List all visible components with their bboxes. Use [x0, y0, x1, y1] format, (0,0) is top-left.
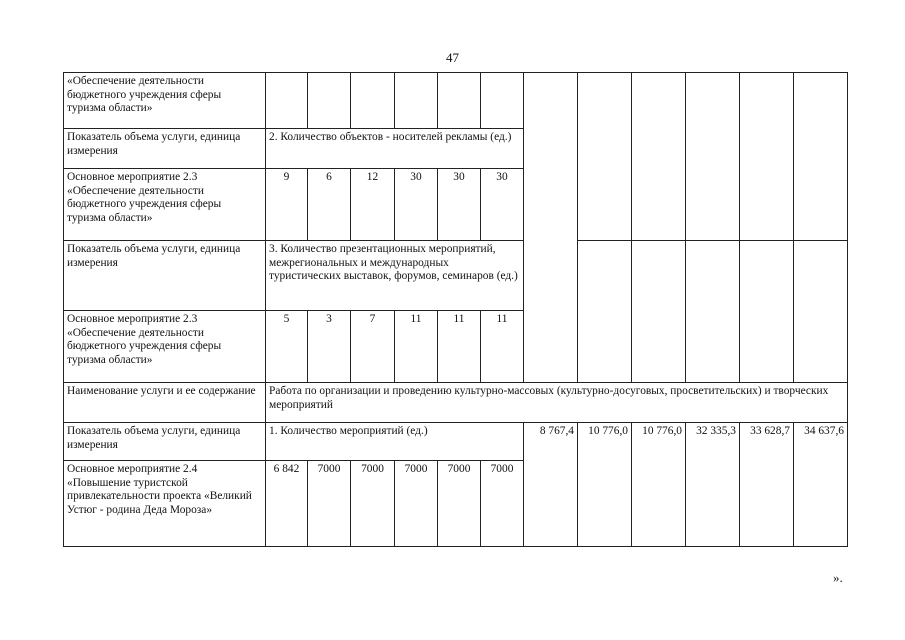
financing-value: 33 628,7: [740, 423, 794, 547]
value-cell: 7: [351, 311, 395, 383]
value-cell: [266, 73, 308, 129]
table-row: [64, 241, 848, 311]
row-label: Показатель объема услуги, единица измерения: [64, 241, 266, 311]
value-cell: 9: [266, 169, 308, 241]
row-label: Основное мероприятие 2.4 «Повышение туристской привлекательности проекта «Великий Устюг - родина Деда Мороза»: [64, 461, 266, 547]
financing-cell: [740, 73, 794, 241]
indicator-cell: 2. Количество объектов - носителей рекламы (ед.): [266, 129, 524, 169]
service-cell: Работа по организации и проведению культурно-массовых (культурно-досуговых, просветительских) и творческих мероприятий: [266, 383, 848, 423]
value-cell: 11: [395, 311, 438, 383]
row-label: Основное мероприятие 2.3 «Обеспечение деятельности бюджетного учреждения сферы туризма области»: [64, 169, 266, 241]
value-cell: [481, 73, 524, 129]
closing-mark: ».: [833, 570, 843, 585]
financing-cell: [578, 73, 632, 241]
financing-value: 10 776,0: [578, 423, 632, 547]
value-cell: 7000: [395, 461, 438, 547]
value-cell: 6 842: [266, 461, 308, 547]
table-row: [64, 383, 848, 423]
indicator-cell: 3. Количество презентационных мероприятий, межрегиональных и международных туристических выставок, форумов, семинаров (ед.): [266, 241, 524, 311]
value-cell: 7000: [308, 461, 351, 547]
row-label: Основное мероприятие 2.3 «Обеспечение деятельности бюджетного учреждения сферы туризма области»: [64, 311, 266, 383]
financing-cell: [740, 241, 794, 383]
page-number: 47: [446, 50, 459, 65]
financing-cell: [794, 73, 848, 241]
financing-cell: [686, 73, 740, 241]
financing-cell: [686, 241, 740, 383]
financing-cell: [794, 241, 848, 383]
row-label: «Обеспечение деятельности бюджетного учреждения сферы туризма области»: [64, 73, 266, 129]
value-cell: 12: [351, 169, 395, 241]
value-cell: 7000: [438, 461, 481, 547]
row-label: Наименование услуги и ее содержание: [64, 383, 266, 423]
value-cell: [308, 73, 351, 129]
value-cell: 30: [438, 169, 481, 241]
value-cell: 7000: [351, 461, 395, 547]
financing-value: 10 776,0: [632, 423, 686, 547]
value-cell: 3: [308, 311, 351, 383]
value-cell: 11: [481, 311, 524, 383]
table-row: [64, 423, 848, 461]
row-label: Показатель объема услуги, единица измерения: [64, 129, 266, 169]
indicator-cell: 1. Количество мероприятий (ед.): [266, 423, 524, 461]
value-cell: 5: [266, 311, 308, 383]
financing-cell: [578, 241, 632, 383]
value-cell: [395, 73, 438, 129]
value-cell: 6: [308, 169, 351, 241]
value-cell: 30: [395, 169, 438, 241]
table-row: [64, 73, 848, 129]
financing-value: 8 767,4: [524, 423, 578, 547]
value-cell: 7000: [481, 461, 524, 547]
program-table: [63, 72, 848, 547]
value-cell: [438, 73, 481, 129]
financing-cell: [632, 73, 686, 241]
financing-value: 32 335,3: [686, 423, 740, 547]
value-cell: [351, 73, 395, 129]
value-cell: 11: [438, 311, 481, 383]
value-cell: 30: [481, 169, 524, 241]
financing-value: 34 637,6: [794, 423, 848, 547]
financing-cell: [632, 241, 686, 383]
row-label: Показатель объема услуги, единица измерения: [64, 423, 266, 461]
financing-cell: [524, 73, 578, 383]
